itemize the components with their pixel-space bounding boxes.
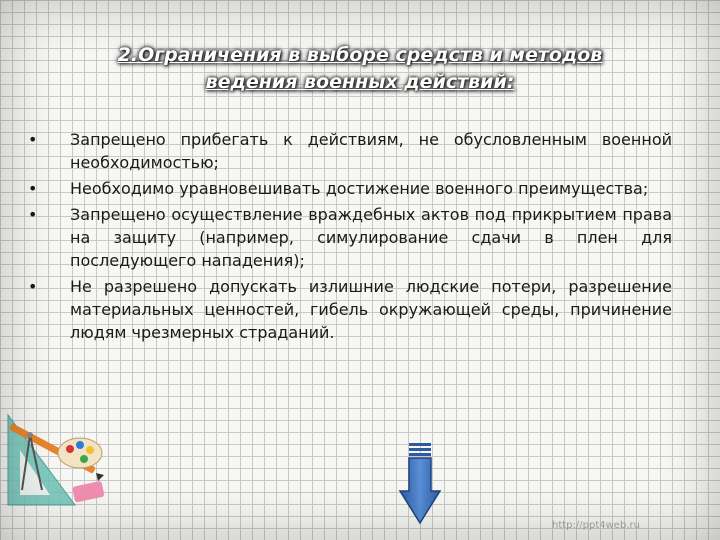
school-supplies-icon: [0, 395, 130, 525]
bullet-item: [28, 128, 672, 174]
bullet-dot-icon: •: [28, 205, 38, 224]
bullet-dot-icon: •: [28, 130, 38, 149]
bullet-dot-icon: •: [28, 277, 38, 296]
bullet-text: Необходимо уравновешивать достижение военного преимущества;: [70, 179, 649, 198]
bullet-text: Запрещено осуществление враждебных актов под прикрытием права на защиту (например, симулирование сдачи в плен для последующего нападения);: [70, 205, 672, 270]
bullet-list: [28, 128, 672, 347]
bullet-text: Запрещено прибегать к действиям, не обусловленным военной необходимостью;: [70, 130, 672, 172]
title-line-1: 2.Ограничения в выборе средств и методов: [117, 44, 603, 66]
slide-title: [40, 42, 680, 96]
bullet-item: [28, 203, 672, 272]
bullet-item: [28, 275, 672, 344]
title-line-2: ведения военных действий:: [205, 71, 515, 93]
bullet-dot-icon: •: [28, 179, 38, 198]
watermark-text: http://ppt4web.ru: [552, 520, 640, 531]
down-arrow-icon: [398, 441, 442, 525]
bullet-text: Не разрешено допускать излишние людские потери, разрешение материальных ценностей, гибель окружающей среды, причинение людям чрезмерных страданий.: [70, 277, 672, 342]
bullet-item: [28, 177, 672, 200]
